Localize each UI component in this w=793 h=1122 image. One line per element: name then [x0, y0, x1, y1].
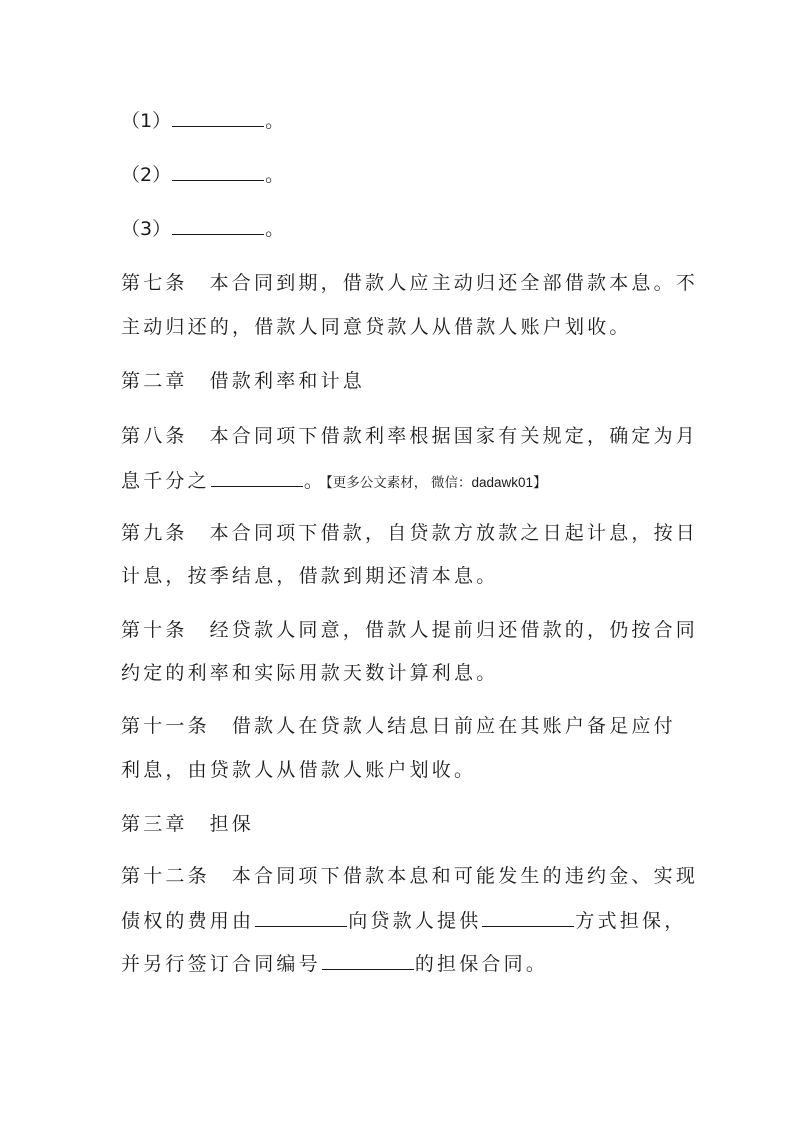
- article-11-line-2: 利息，由贷款人从借款人账户划收。: [121, 759, 477, 781]
- article-10-line-1: 第十条 经贷款人同意，借款人提前归还借款的，仍按合同: [121, 619, 699, 641]
- item-number: （1）: [121, 110, 172, 132]
- article-12-line-1: 第十二条 本合同项下借款本息和可能发生的违约金、实现: [121, 865, 699, 887]
- fill-blank[interactable]: [172, 214, 264, 235]
- list-item-2: （2） 。: [121, 160, 284, 188]
- article-11-line-1: 第十一条 借款人在贷款人结息日前应在其账户备足应付: [121, 715, 676, 737]
- article-7-line-2: 主动归还的，借款人同意贷款人从借款人账户划收。: [121, 316, 632, 338]
- fill-blank[interactable]: [255, 906, 347, 927]
- fill-blank[interactable]: [211, 466, 303, 487]
- chapter-label: 第三章: [121, 813, 188, 835]
- article-label: 第八条: [121, 425, 188, 447]
- chapter-title: 担保: [209, 813, 255, 835]
- article-label: 第七条: [121, 272, 188, 294]
- article-8-line-1: 第八条 本合同项下借款利率根据国家有关规定，确定为月: [121, 425, 699, 447]
- article-8-line-2: 息千分之 。【更多公文素材， 微信：dadawk01】: [121, 466, 547, 496]
- fill-blank[interactable]: [172, 106, 264, 127]
- article-9-line-1: 第九条 本合同项下借款，自贷款方放款之日起计息，按日: [121, 522, 699, 544]
- fill-blank[interactable]: [482, 906, 574, 927]
- fill-blank[interactable]: [322, 949, 414, 970]
- list-item-1: （1） 。: [121, 106, 284, 134]
- list-item-3: （3） 。: [121, 214, 284, 242]
- chapter-label: 第二章: [121, 370, 188, 392]
- fill-blank[interactable]: [172, 160, 264, 181]
- item-number: （2）: [121, 164, 172, 186]
- article-label: 第九条: [121, 522, 188, 544]
- chapter-title: 借款利率和计息: [209, 370, 366, 392]
- article-label: 第十一条: [121, 715, 210, 737]
- article-9-line-2: 计息，按季结息，借款到期还清本息。: [121, 565, 499, 587]
- item-number: （3）: [121, 218, 172, 240]
- chapter-2-heading: [121, 368, 365, 394]
- article-10-line-2: 约定的利率和实际用款天数计算利息。: [121, 662, 499, 684]
- chapter-3-heading: [121, 811, 254, 837]
- watermark-note: 【更多公文素材， 微信：dadawk01】: [326, 475, 547, 490]
- article-label: 第十条: [121, 619, 188, 641]
- article-label: 第十二条: [121, 865, 210, 887]
- article-7-line-1: 第七条 本合同到期，借款人应主动归还全部借款本息。不: [121, 272, 699, 294]
- article-12-line-2: 债权的费用由 向贷款人提供 方式担保，: [121, 906, 686, 934]
- article-12-line-3: 并另行签订合同编号 的担保合同。: [121, 949, 548, 977]
